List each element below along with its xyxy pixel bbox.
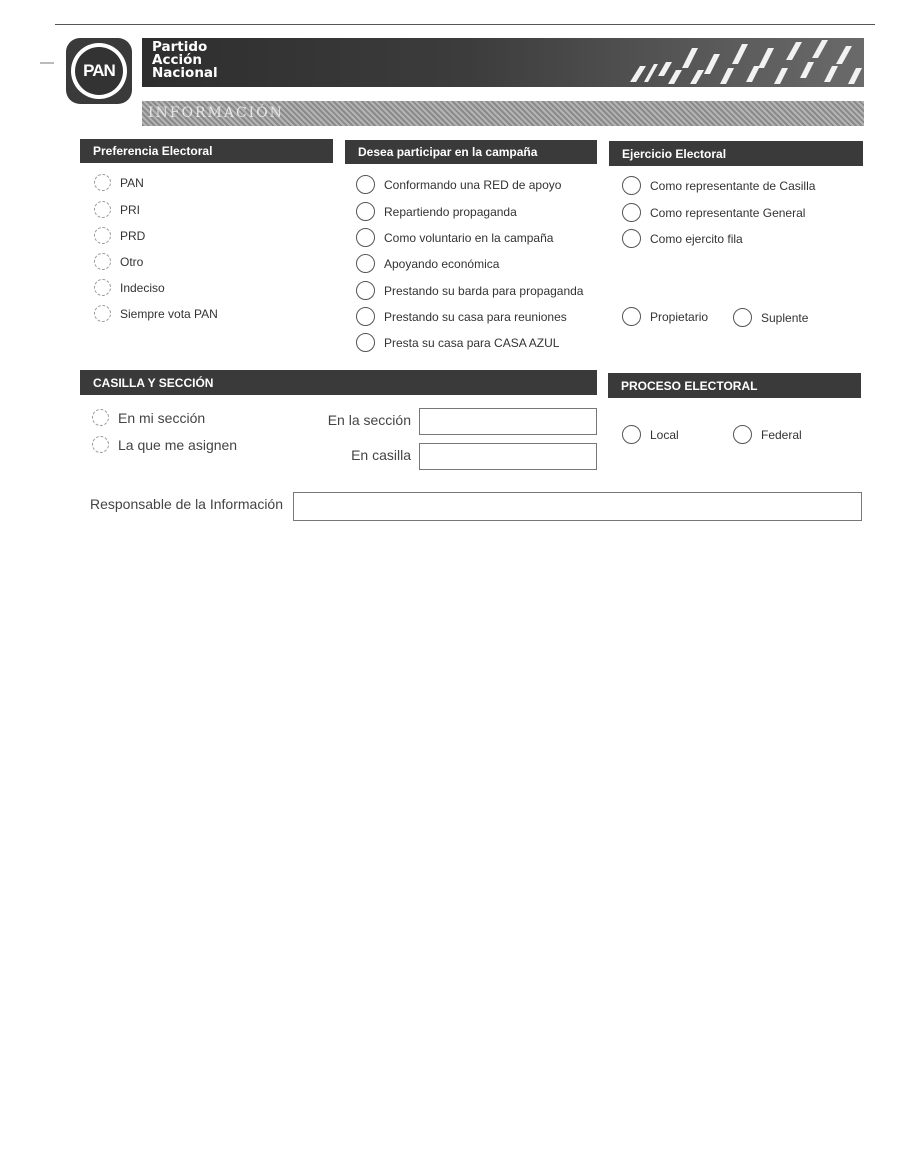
option-label: Como representante de Casilla bbox=[650, 178, 816, 193]
option-label: PRD bbox=[120, 228, 146, 243]
logo-text: PAN bbox=[75, 47, 123, 95]
radio-circle[interactable] bbox=[622, 203, 641, 222]
option-otro[interactable] bbox=[94, 253, 143, 270]
option-label: PAN bbox=[120, 175, 144, 190]
radio-circle[interactable] bbox=[356, 254, 375, 273]
option-siempre-vota-pan[interactable] bbox=[94, 305, 218, 322]
option-label: Prestando su barda para propaganda bbox=[384, 283, 584, 298]
radio-circle[interactable] bbox=[356, 333, 375, 352]
option-pan[interactable] bbox=[94, 174, 144, 191]
party-name-line-2: Acción bbox=[152, 52, 202, 68]
option-prd[interactable] bbox=[94, 227, 145, 244]
option-label: La que me asignen bbox=[118, 436, 238, 453]
section-header-proceso: PROCESO ELECTORAL bbox=[608, 373, 861, 398]
scan-mark bbox=[40, 62, 54, 64]
option-label: Indeciso bbox=[120, 280, 165, 295]
radio-circle[interactable] bbox=[356, 228, 375, 247]
option-apoyando-economica[interactable] bbox=[356, 254, 499, 273]
casilla-input[interactable] bbox=[419, 443, 597, 470]
logo-ring bbox=[71, 43, 127, 99]
radio-circle[interactable] bbox=[622, 229, 641, 248]
radio-circle[interactable] bbox=[733, 308, 752, 327]
radio-circle[interactable] bbox=[94, 305, 111, 322]
option-red-de-apoyo[interactable] bbox=[356, 175, 561, 194]
party-name-line-3: Nacional bbox=[152, 65, 218, 81]
radio-circle[interactable] bbox=[622, 307, 641, 326]
option-label: Como ejercito fila bbox=[650, 231, 743, 246]
sub-band bbox=[142, 101, 864, 126]
option-label: Como representante General bbox=[650, 205, 806, 220]
option-label: Local bbox=[650, 427, 679, 442]
party-name-line-1: Partido bbox=[152, 39, 208, 55]
sub-band-title: INFORMACIÓN bbox=[148, 105, 284, 121]
option-en-mi-seccion[interactable] bbox=[92, 409, 205, 426]
option-label: Repartiendo propaganda bbox=[384, 204, 517, 219]
option-barda[interactable] bbox=[356, 281, 583, 300]
section-header-casilla: CASILLA Y SECCIÓN bbox=[80, 370, 597, 395]
casilla-label: En casilla bbox=[351, 447, 411, 463]
option-indeciso[interactable] bbox=[94, 279, 165, 296]
radio-circle[interactable] bbox=[94, 201, 111, 218]
option-label: Prestando su casa para reuniones bbox=[384, 309, 567, 324]
option-federal[interactable] bbox=[733, 425, 802, 444]
section-header-ejercicio: Ejercicio Electoral bbox=[609, 141, 863, 166]
top-rule bbox=[55, 24, 875, 25]
option-casa-reuniones[interactable] bbox=[356, 307, 567, 326]
option-propietario[interactable] bbox=[622, 307, 708, 326]
radio-circle[interactable] bbox=[356, 175, 375, 194]
option-label: Como voluntario en la campaña bbox=[384, 230, 554, 245]
option-label: Suplente bbox=[761, 310, 809, 325]
header-pattern bbox=[624, 38, 864, 87]
option-representante-general[interactable] bbox=[622, 203, 805, 222]
radio-circle[interactable] bbox=[356, 307, 375, 326]
radio-circle[interactable] bbox=[733, 425, 752, 444]
option-suplente[interactable] bbox=[733, 308, 808, 327]
responsable-input[interactable] bbox=[293, 492, 862, 521]
option-pri[interactable] bbox=[94, 201, 140, 218]
option-casa-azul[interactable] bbox=[356, 333, 559, 352]
radio-circle[interactable] bbox=[622, 425, 641, 444]
option-repartiendo-propaganda[interactable] bbox=[356, 202, 517, 221]
pan-logo bbox=[66, 38, 132, 104]
option-label: Presta su casa para CASA AZUL bbox=[384, 335, 560, 350]
option-label: En mi sección bbox=[118, 409, 206, 426]
radio-circle[interactable] bbox=[94, 253, 111, 270]
radio-circle[interactable] bbox=[94, 174, 111, 191]
radio-circle[interactable] bbox=[92, 409, 109, 426]
section-header-preferencia: Preferencia Electoral bbox=[80, 139, 333, 163]
option-label: PRI bbox=[120, 202, 141, 217]
option-label: Otro bbox=[120, 254, 144, 269]
responsable-label: Responsable de la Información bbox=[90, 496, 284, 512]
option-label: Federal bbox=[761, 427, 802, 442]
party-name bbox=[152, 41, 218, 80]
option-voluntario[interactable] bbox=[356, 228, 553, 247]
radio-circle[interactable] bbox=[622, 176, 641, 195]
section-header-participar: Desea participar en la campaña bbox=[345, 140, 597, 164]
radio-circle[interactable] bbox=[94, 279, 111, 296]
option-label: Siempre vota PAN bbox=[120, 306, 218, 321]
radio-circle[interactable] bbox=[356, 202, 375, 221]
option-la-que-me-asignen[interactable] bbox=[92, 436, 237, 453]
option-label: Apoyando económica bbox=[384, 256, 500, 271]
option-representante-casilla[interactable] bbox=[622, 176, 815, 195]
seccion-input[interactable] bbox=[419, 408, 597, 435]
option-local[interactable] bbox=[622, 425, 679, 444]
seccion-label: En la sección bbox=[327, 412, 411, 428]
radio-circle[interactable] bbox=[356, 281, 375, 300]
radio-circle[interactable] bbox=[94, 227, 111, 244]
option-label: Conformando una RED de apoyo bbox=[384, 177, 562, 192]
radio-circle[interactable] bbox=[92, 436, 109, 453]
option-label: Propietario bbox=[650, 309, 709, 324]
option-ejercito-fila[interactable] bbox=[622, 229, 743, 248]
header-band bbox=[142, 38, 864, 87]
